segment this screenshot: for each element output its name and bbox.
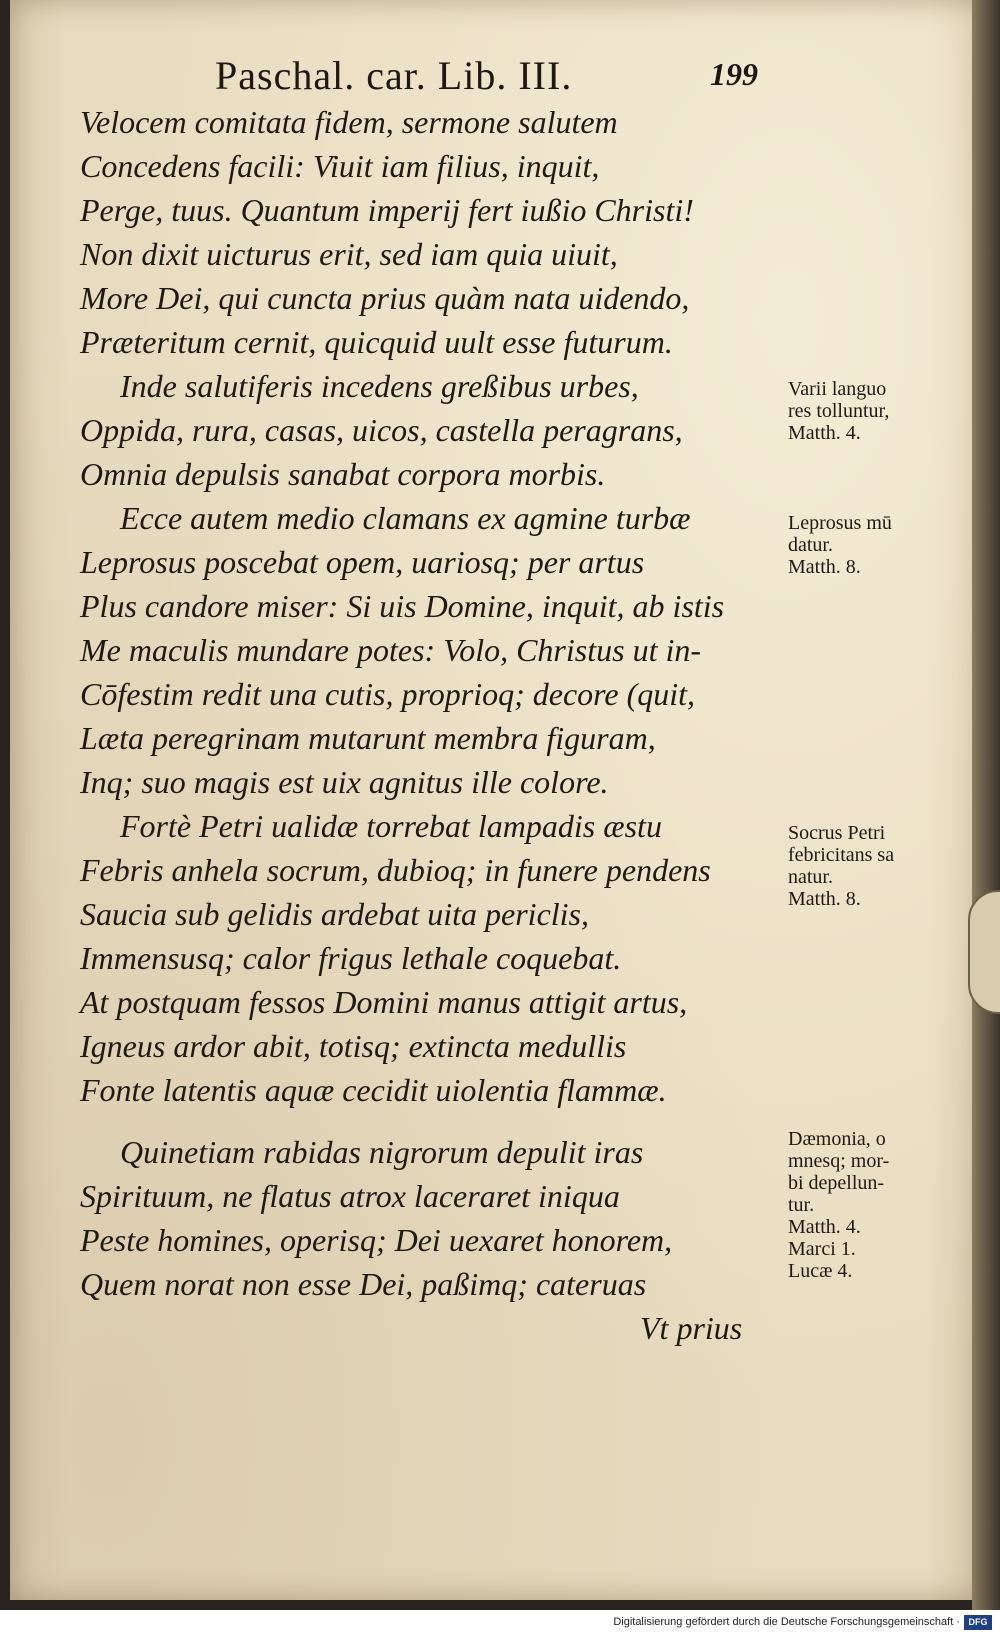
margin-note-line: tur. [788,1194,815,1216]
margin-note-line: res tolluntur, [788,400,890,422]
margin-note-line: Matth. 8. [788,888,861,910]
digitization-footer [0,1610,1000,1637]
margin-note-line: Matth. 4. [788,422,861,444]
verse-line: Læta peregrinam mutarunt membra figuram, [80,720,656,756]
verse-line: Peste homines, operisq; Dei uexaret honorem, [80,1222,673,1258]
verse-line: Me maculis mundare potes: Volo, Christus ut in- [80,632,701,668]
margin-note-line: datur. [788,534,833,556]
margin-note-line: Dæmonia, o [788,1128,886,1150]
margin-note-line: mnesq; mor- [788,1150,890,1172]
margin-note-line: Marci 1. [788,1238,856,1260]
margin-note-line: Varii languo [788,378,887,400]
margin-note-line: Leprosus mū [788,512,892,534]
verse-line: Igneus ardor abit, totisq; extincta medullis [80,1028,627,1064]
verse-line: More Dei, qui cuncta prius quàm nata uidendo, [80,280,690,316]
verse-line: Præteritum cernit, quicquid uult esse futurum. [80,324,673,360]
footer-credit: Digitalisierung gefördert durch die Deutsche Forschungsgemeinschaft · [613,1616,960,1628]
margin-note-daemonia [788,1128,958,1282]
verse-line: Omnia depulsis sanabat corpora morbis. [80,456,606,492]
catchword: Vt prius [640,1310,743,1346]
folio-number: 199 [710,56,758,92]
verse-line: Febris anhela socrum, dubioq; in funere pendens [80,852,711,888]
margin-note-line: Matth. 4. [788,1216,861,1238]
margin-note-varii [788,378,958,444]
margin-note-line: Lucæ 4. [788,1260,853,1282]
verse-line: Inq; suo magis est uix agnitus ille colore. [80,764,609,800]
page-tab [968,890,1000,1014]
book-edge [972,0,1000,1610]
margin-note-line: natur. [788,866,833,888]
verse-line: Saucia sub gelidis ardebat uita periclis, [80,896,589,932]
verse-line: Immensusq; calor frigus lethale coquebat. [80,940,622,976]
verse-line: Leprosus poscebat opem, uariosq; per artus [80,544,645,580]
running-header: Paschal. car. Lib. III. [215,53,573,98]
verse-line: At postquam fessos Domini manus attigit artus, [80,984,688,1020]
verse-line: Perge, tuus. Quantum imperij fert iußio Christi! [80,192,694,228]
margin-note-line: febricitans sa [788,844,895,866]
verse-line: Quem norat non esse Dei, paßimq; cateruas [80,1266,647,1302]
verse-line: Concedens facili: Viuit iam filius, inquit, [80,148,600,184]
margin-note-leprosus [788,512,958,578]
verse-line: Velocem comitata fidem, sermone salutem [80,104,618,140]
margin-note-line: bi depellun- [788,1172,885,1194]
margin-note-socrus [788,822,958,910]
verse-line: Ecce autem medio clamans ex agmine turbæ [120,500,691,536]
verse-line: Oppida, rura, casas, uicos, castella peragrans, [80,412,683,448]
verse-line: Fonte latentis aquæ cecidit uiolentia flammæ. [80,1072,667,1108]
verse-line: Cōfestim redit una cutis, proprioq; decore (quit, [80,676,696,712]
verse-line: Fortè Petri ualidæ torrebat lampadis æstu [120,808,662,844]
paper-leaf [10,0,985,1600]
verse-line: Inde salutiferis incedens greßibus urbes, [120,368,639,404]
verse-line: Spirituum, ne flatus atrox laceraret iniqua [80,1178,620,1214]
dfg-logo: DFG [964,1615,992,1630]
verse-line: Quinetiam rabidas nigrorum depulit iras [120,1134,644,1170]
margin-note-line: Matth. 8. [788,556,861,578]
verse-line: Plus candore miser: Si uis Domine, inquit, ab istis [80,588,725,624]
verse-line: Non dixit uicturus erit, sed iam quia uiuit, [80,236,618,272]
margin-note-line: Socrus Petri [788,822,886,844]
